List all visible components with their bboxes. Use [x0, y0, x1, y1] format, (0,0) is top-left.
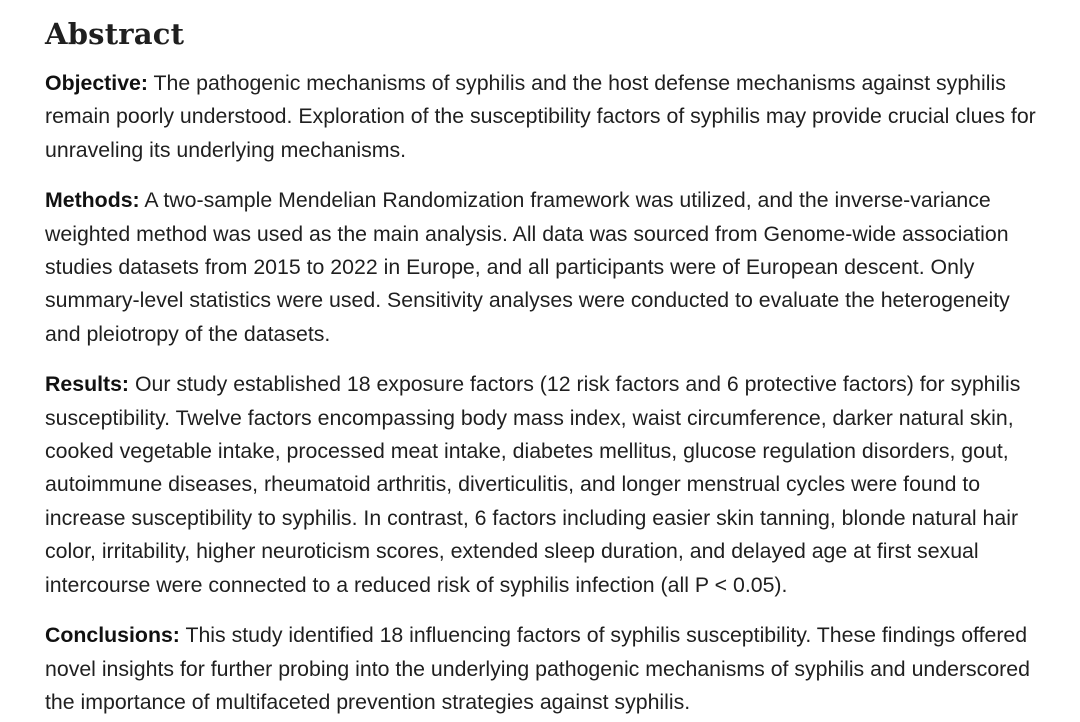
results-paragraph	[45, 368, 1044, 602]
objective-text: The pathogenic mechanisms of syphilis and the host defense mechanisms against syphilis remain poorly understood. Exploration of the susceptibility factors of syphilis may provide crucial clues for unraveling its underlying mechanisms.	[45, 71, 1036, 162]
methods-text: A two-sample Mendelian Randomization framework was utilized, and the inverse-variance weighted method was used as the main analysis. All data was sourced from Genome-wide association studies datasets from 2015 to 2022 in Europe, and all participants were of European descent. Only summary-level statistics were used. Sensitivity analyses were conducted to evaluate the heterogeneity and pleiotropy of the datasets.	[45, 188, 1010, 346]
results-text: Our study established 18 exposure factors (12 risk factors and 6 protective factors) for syphilis susceptibility. Twelve factors encompassing body mass index, waist circumference, darker natural skin, cooked vegetable intake, processed meat intake, diabetes mellitus, glucose regulation disorders, gout, autoimmune diseases, rheumatoid arthritis, diverticulitis, and longer menstrual cycles were found to increase susceptibility to syphilis. In contrast, 6 factors including easier skin tanning, blonde natural hair color, irritability, higher neuroticism scores, extended sleep duration, and delayed age at first sexual intercourse were connected to a reduced risk of syphilis infection (all P < 0.05).	[45, 372, 1021, 597]
results-label: Results:	[45, 372, 130, 397]
objective-paragraph	[45, 67, 1044, 167]
methods-paragraph	[45, 184, 1044, 351]
objective-label: Objective:	[45, 71, 148, 95]
abstract-heading: Abstract	[45, 17, 185, 51]
conclusions-text: This study identified 18 influencing factors of syphilis susceptibility. These findings offered novel insights for further probing into the underlying pathogenic mechanisms of syphilis and underscored the importance of multifaceted prevention strategies against syphilis.	[45, 623, 1030, 714]
conclusions-label: Conclusions:	[45, 623, 180, 648]
methods-label: Methods:	[45, 188, 140, 213]
conclusions-paragraph	[45, 619, 1044, 719]
